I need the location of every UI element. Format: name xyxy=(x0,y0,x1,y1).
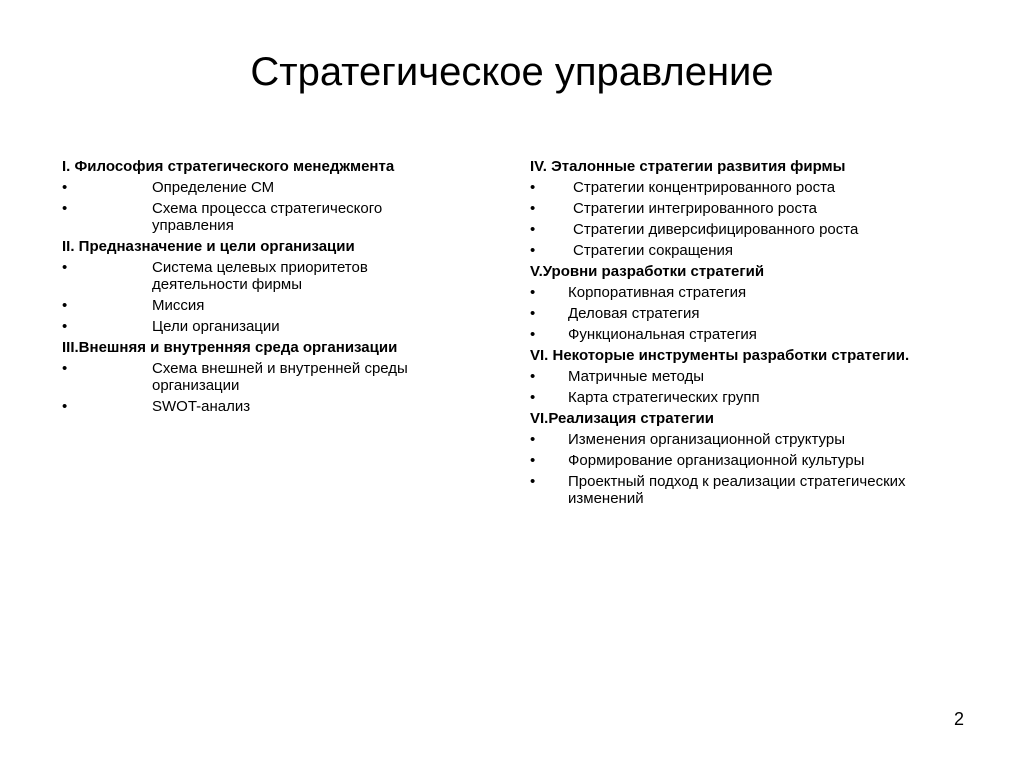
list-item xyxy=(62,318,462,335)
list-item xyxy=(530,200,970,217)
list-item xyxy=(530,431,970,448)
section-heading: V.Уровни разработки стратегий xyxy=(530,263,765,280)
list-item xyxy=(530,326,970,343)
bullet-marker: • xyxy=(530,242,536,259)
list-item-text: Карта стратегических групп xyxy=(568,389,760,406)
bullet-marker: • xyxy=(62,259,68,276)
section-heading: VI. Некоторые инструменты разработки стратегии. xyxy=(530,347,910,364)
bullet-marker: • xyxy=(62,360,68,377)
section-philosophy xyxy=(62,158,462,234)
right-column xyxy=(530,158,970,511)
section-purpose-goals xyxy=(62,238,462,335)
list-item xyxy=(530,389,970,406)
list-item xyxy=(530,242,970,259)
bullet-marker: • xyxy=(530,389,536,406)
bullet-marker: • xyxy=(530,221,536,238)
list-item-text: Стратегии интегрированного роста xyxy=(573,200,818,217)
section-environment xyxy=(62,339,462,415)
section-reference-strategies xyxy=(530,158,970,259)
list-item-text: Изменения организационной структуры xyxy=(568,431,845,448)
list-item-text: Определение СМ xyxy=(152,179,275,196)
bullet-marker: • xyxy=(530,431,536,448)
bullet-marker: • xyxy=(62,200,68,217)
bullet-marker: • xyxy=(530,368,536,385)
list-item-text: Система целевых приоритетов деятельности фирмы xyxy=(152,259,368,293)
list-item-text: Миссия xyxy=(152,297,205,314)
list-item-text: Матричные методы xyxy=(568,368,705,385)
left-column xyxy=(62,158,462,419)
list-item-text: Схема процесса стратегического управления xyxy=(152,200,383,234)
list-item xyxy=(530,221,970,238)
list-item xyxy=(530,473,970,507)
list-item-text: Формирование организационной культуры xyxy=(568,452,865,469)
list-item xyxy=(62,200,462,234)
list-item-text: Схема внешней и внутренней среды организации xyxy=(152,360,408,394)
list-item xyxy=(530,305,970,322)
slide-title: Стратегическое управление xyxy=(250,50,774,94)
list-item-text: Проектный подход к реализации стратегических изменений xyxy=(568,473,906,507)
list-item-text: Корпоративная стратегия xyxy=(568,284,747,301)
bullet-marker: • xyxy=(62,179,68,196)
list-item-text: Стратегии концентрированного роста xyxy=(573,179,836,196)
bullet-marker: • xyxy=(530,473,536,490)
list-item xyxy=(62,179,462,196)
section-heading: I. Философия стратегического менеджмента xyxy=(62,158,395,175)
section-heading: VI.Реализация стратегии xyxy=(530,410,714,427)
list-item xyxy=(62,297,462,314)
section-heading: II. Предназначение и цели организации xyxy=(62,238,355,255)
section-heading: III.Внешняя и внутренняя среда организации xyxy=(62,339,398,356)
bullet-marker: • xyxy=(530,284,536,301)
section-strategy-implementation xyxy=(530,410,970,507)
list-item xyxy=(530,284,970,301)
list-item xyxy=(530,368,970,385)
section-strategy-levels xyxy=(530,263,970,343)
bullet-marker: • xyxy=(530,179,536,196)
list-item xyxy=(62,259,462,293)
bullet-marker: • xyxy=(62,318,68,335)
bullet-marker: • xyxy=(530,452,536,469)
list-item xyxy=(62,398,462,415)
bullet-marker: • xyxy=(530,326,536,343)
list-item-text: Деловая стратегия xyxy=(568,305,700,322)
list-item-text: Стратегии диверсифицированного роста xyxy=(573,221,859,238)
bullet-marker: • xyxy=(530,305,536,322)
list-item xyxy=(530,179,970,196)
list-item xyxy=(530,452,970,469)
list-item-text: Цели организации xyxy=(152,318,280,335)
list-item-text: Функциональная стратегия xyxy=(568,326,757,343)
page-number: 2 xyxy=(953,709,964,729)
list-item-text: Стратегии сокращения xyxy=(573,242,734,259)
section-strategy-tools xyxy=(530,347,970,406)
list-item-text: SWOT-анализ xyxy=(152,398,251,415)
bullet-marker: • xyxy=(530,200,536,217)
bullet-marker: • xyxy=(62,398,68,415)
list-item xyxy=(62,360,462,394)
bullet-marker: • xyxy=(62,297,68,314)
section-heading: IV. Эталонные стратегии развития фирмы xyxy=(530,158,846,175)
